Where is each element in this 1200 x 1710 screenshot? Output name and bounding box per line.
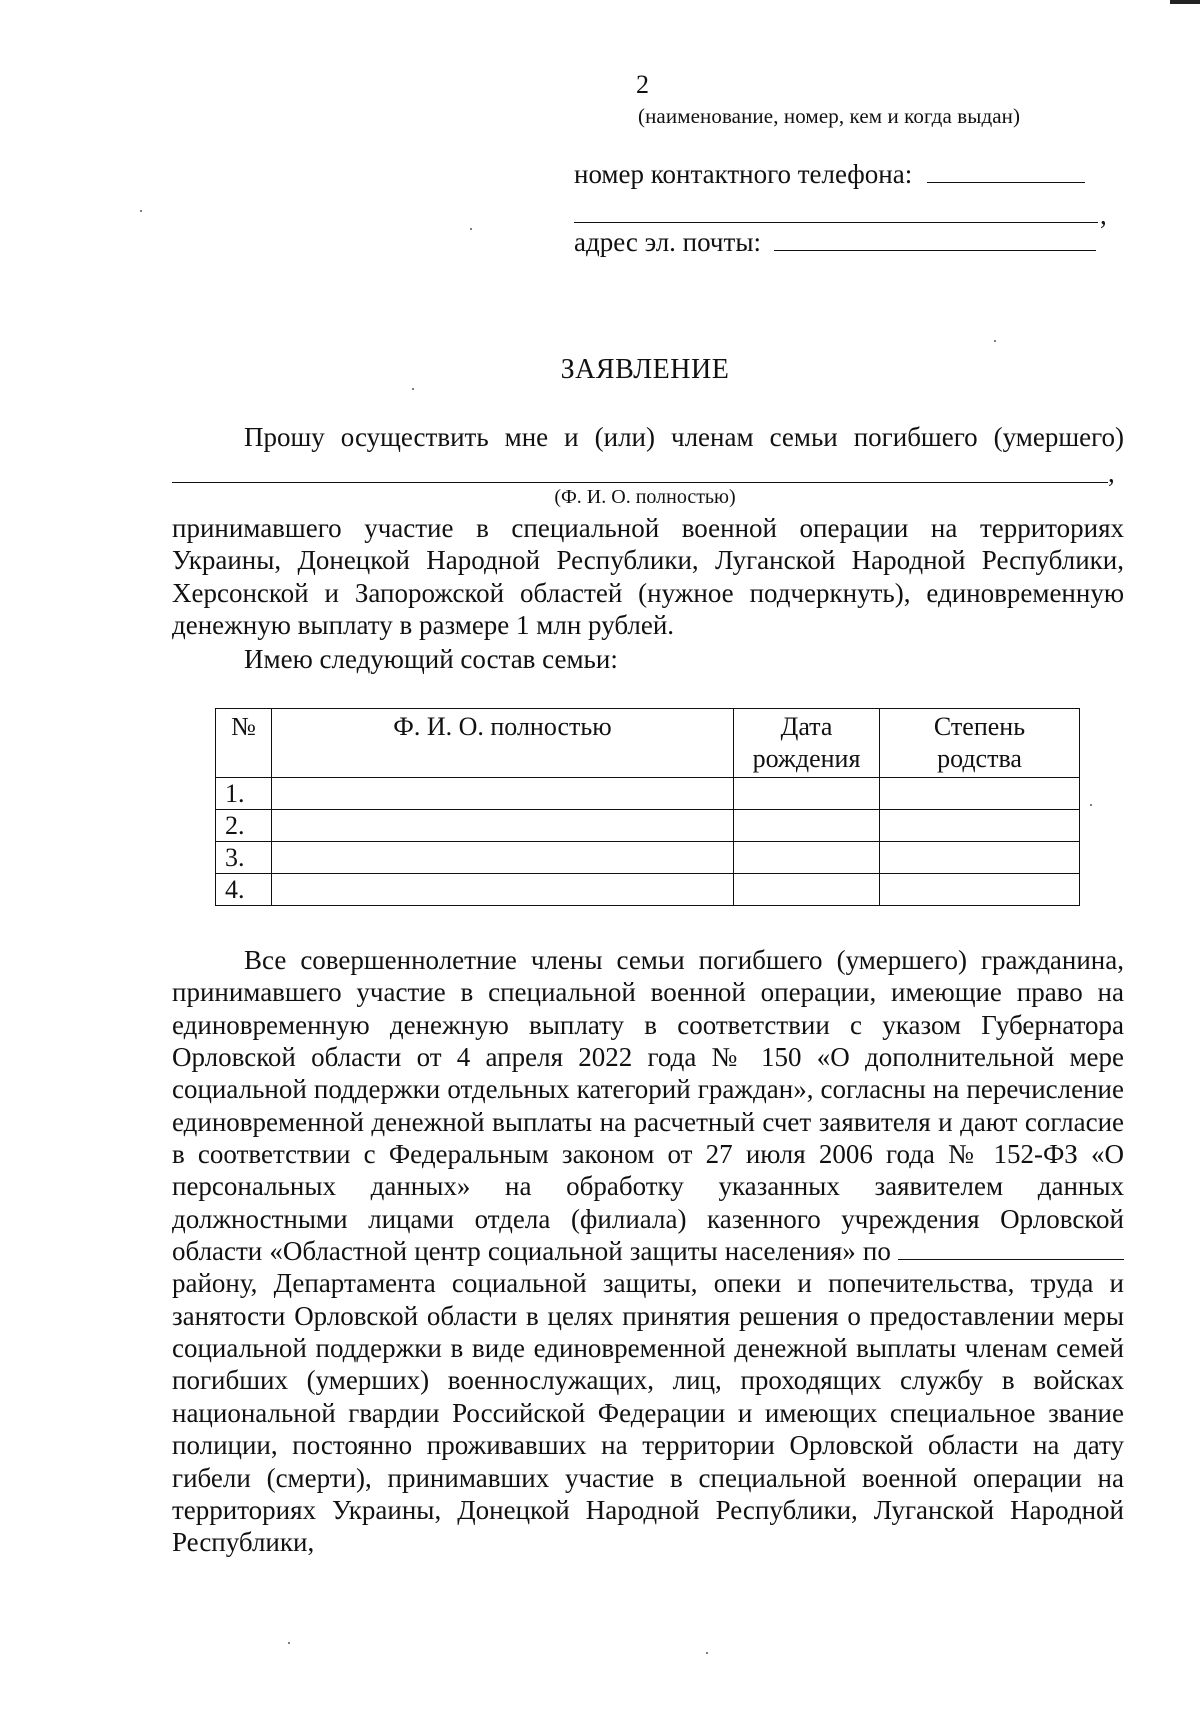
- fio-trailing-comma: ,: [1108, 458, 1115, 488]
- relation-cell[interactable]: [880, 810, 1080, 842]
- header-relation-line1: Степень: [933, 712, 1026, 741]
- family-intro: Имею следующий состав семьи:: [244, 644, 618, 674]
- document-title: ЗАЯВЛЕНИЕ: [560, 354, 730, 385]
- scan-speck: [706, 1652, 708, 1654]
- consent-part1: Все совершеннолетние члены семьи погибшего (умершего) гражданина, принимавшего участие в специальной военной операции, имеющие право на единовременную денежную выплату в соответствии с указом Губернатора Орловской области от 4 апреля 2022 года № 150 «О дополнительной мере социальной поддержки отдельных категорий граждан», согласны на перечисление единовременной денежной выплаты на расчетный счет заявителя и дают согласие в соответствии с Федеральным законом от 27 июля 2006 года № 152-ФЗ «О персональных данных» на обработку указанных заявителем данных должностными лицами отдела (филиала) казенного учреждения Орловской области «Областной центр социальной защиты населения» по: [172, 945, 1124, 1267]
- consent-part2: району, Департамента социальной защиты, опеки и попечительства, труда и занятости Орловской области в целях принятия решения о предоставлении меры социальной поддержки в виде единовременной денежной выплаты членам семей погибших (умерших) военнослужащих, лиц, проходящих службу в войсках национальной гвардии Российской Федерации и имеющих специальное звание полиции, постоянно проживавших на территории Орловской области на дату гибели (смерти), принимавших участие в специальной военной операции на территориях Украины, Донецкой Народной Республики, Луганской Народной Республики,: [172, 1268, 1124, 1558]
- header-num: №: [216, 709, 272, 778]
- header-birth-line2: рождения: [752, 744, 861, 773]
- header-relation: [880, 709, 1080, 778]
- family-table-header: [216, 709, 1080, 778]
- birth-date-cell[interactable]: [734, 874, 880, 906]
- birth-date-cell[interactable]: [734, 842, 880, 874]
- fio-cell[interactable]: [272, 778, 734, 810]
- scan-speck: [288, 1642, 290, 1644]
- header-birth-line1: Дата: [780, 712, 833, 741]
- relation-cell[interactable]: [880, 874, 1080, 906]
- scan-speck: [1090, 804, 1092, 806]
- row-number: 1.: [216, 778, 272, 810]
- phone-trailing-comma: ,: [1100, 200, 1107, 230]
- header-relation-line2: родства: [937, 744, 1022, 773]
- table-row: [216, 810, 1080, 842]
- relation-cell[interactable]: [880, 778, 1080, 810]
- birth-date-cell[interactable]: [734, 810, 880, 842]
- fio-blank-line[interactable]: [172, 482, 1108, 483]
- fio-caption: (Ф. И. О. полностью): [554, 486, 736, 508]
- relation-cell[interactable]: [880, 842, 1080, 874]
- header-fio: Ф. И. О. полностью: [272, 709, 734, 778]
- district-blank-line[interactable]: [898, 1237, 1124, 1260]
- scan-speck: [994, 340, 996, 342]
- table-row: [216, 778, 1080, 810]
- table-row: [216, 874, 1080, 906]
- row-number: 4.: [216, 874, 272, 906]
- row-number: 3.: [216, 842, 272, 874]
- phone-field-row: [574, 158, 1085, 190]
- email-label: адрес эл. почты:: [574, 227, 761, 257]
- fio-cell[interactable]: [272, 810, 734, 842]
- fio-cell[interactable]: [272, 874, 734, 906]
- phone-label: номер контактного телефона:: [574, 159, 913, 189]
- email-blank-line[interactable]: [774, 226, 1096, 251]
- header-birth-date: [734, 709, 880, 778]
- scan-speck: [140, 210, 142, 212]
- email-field-row: [574, 226, 1096, 258]
- scan-speck: [470, 228, 472, 230]
- phone-continuation-line[interactable]: [574, 222, 1098, 223]
- consent-paragraph: [172, 944, 1124, 1559]
- scan-edge-mark: [1170, 0, 1200, 4]
- phone-blank-line[interactable]: [927, 158, 1085, 183]
- fio-cell[interactable]: [272, 842, 734, 874]
- request-body: принимавшего участие в специальной военной операции на территориях Украины, Донецкой Народной Республики, Луганской Народной Республики, Херсонской и Запорожской областей (нужное подчеркнуть), единовременную денежную выплату в размере 1 млн рублей.: [172, 513, 1124, 641]
- page-number: 2: [636, 70, 649, 99]
- request-first-line: Прошу осуществить мне и (или) членам семьи погибшего (умершего): [244, 422, 1124, 452]
- table-row: [216, 842, 1080, 874]
- row-number: 2.: [216, 810, 272, 842]
- family-table: [215, 708, 1080, 906]
- scan-speck: [412, 388, 414, 390]
- document-caption: (наименование, номер, кем и когда выдан): [638, 104, 1021, 128]
- birth-date-cell[interactable]: [734, 778, 880, 810]
